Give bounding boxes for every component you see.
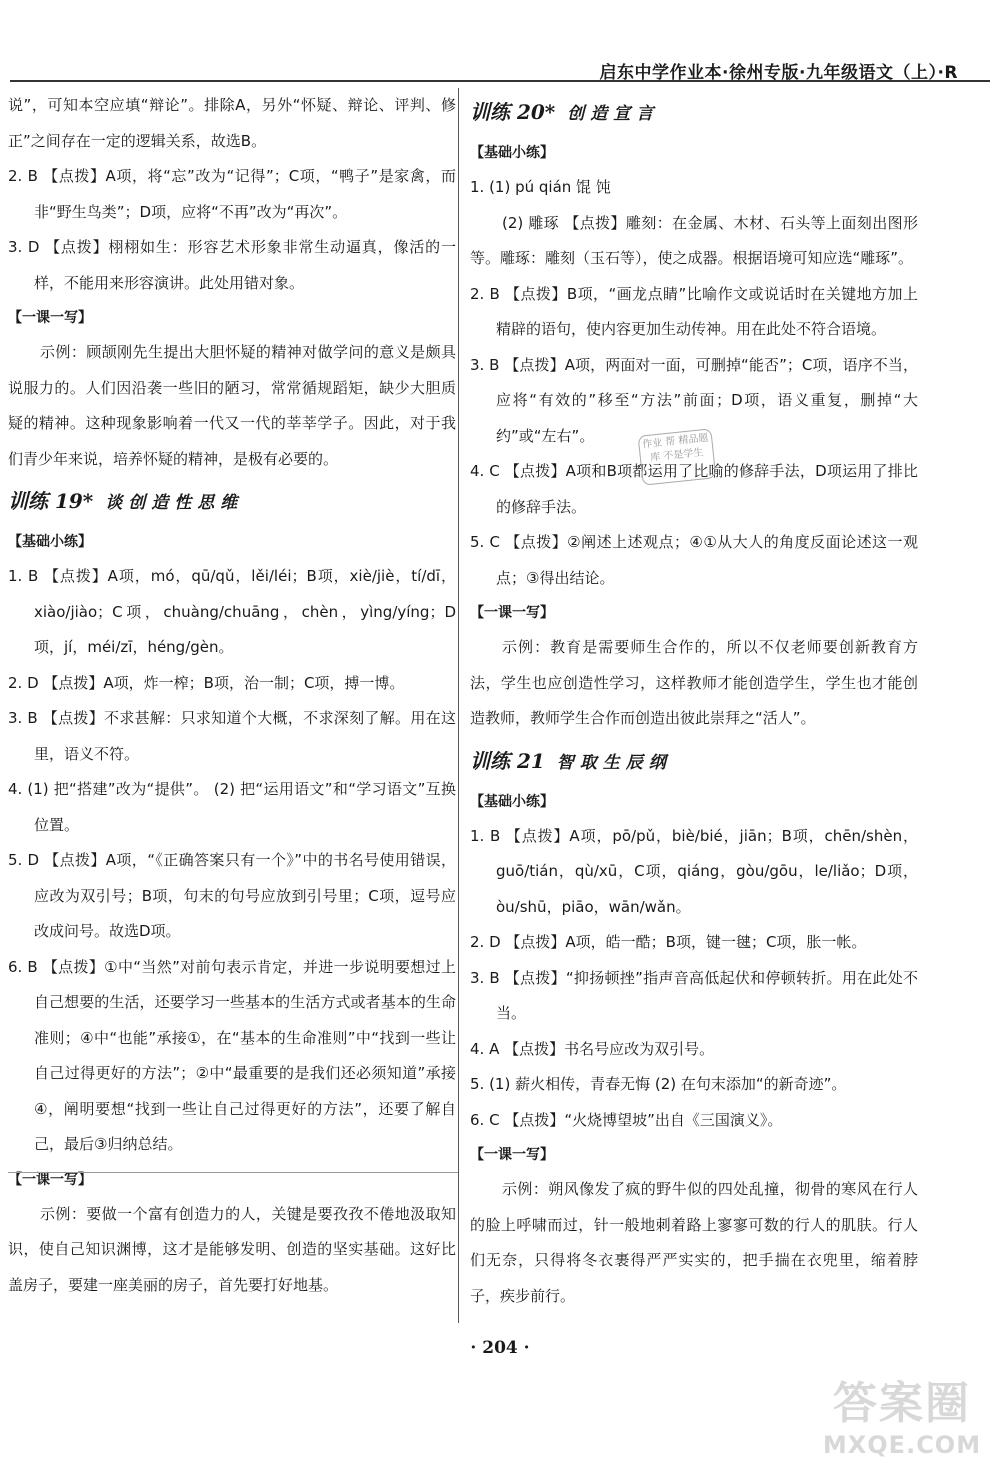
section-heading: 【基础小练】 — [470, 793, 554, 810]
answer-item: 6. B 【点拨】①中“当然”对前句表示肯定，并进一步说明要想过上自己想要的生活，还要学习一些基本的生活方式或者基本的生命准则；④中“也能”承接①，在“基本的生命准则”中“找到一些让自己过得更好的方法”；②中“最重要的是我们还必须知道”承接④，阐明要想“找到一些让自己过得更好的方法”，还要了解自己，最后③归纳总结。 — [8, 957, 456, 1153]
answer-item: 2. B 【点拨】B项，“画龙点睛”比喻作文或说话时在关键地方加上精辟的语句，使内容更加生动传神。用在此处不符合语境。 — [470, 284, 918, 338]
exercise-name: 智取生辰纲 — [556, 752, 672, 773]
exercise-title — [470, 90, 918, 136]
answer-item: 4. (1) 把“搭建”改为“提供”。 (2) 把“运用语文”和“学习语文”互换位置。 — [8, 780, 456, 834]
exercise-title — [8, 479, 456, 525]
answer-paragraph: (2) 雕琢 【点拨】雕刻：在金属、木材、石头等上面刻出图形等。雕琢：雕刻（玉石等），使之成器。根据语境可知应选“雕琢”。 — [470, 213, 918, 267]
page-header: 启东中学作业本·徐州专版·九年级语文（上）·R — [599, 63, 958, 83]
watermark-url: MXQE.COM — [822, 1431, 982, 1459]
exercise-title — [470, 739, 918, 785]
exercise-name: 谈创造性思维 — [105, 493, 244, 513]
answer-item: 3. D 【点拨】栩栩如生：形容艺术形象非常生动逼真，像活的一样，不能用来形容演讲。此处用错对象。 — [8, 238, 456, 292]
answer-item: 3. B 【点拨】不求甚解：只求知道个大概，不求深刻了解。用在这里，语义不符。 — [8, 709, 456, 763]
answer-item: 1. B 【点拨】A项，mó，qū/qǔ，lěi/léi；B项，xiè/jiè，tí/dī，xiào/jiào；C项，chuàng/chuāng，chèn，yìng/yíng；D项，jí，méi/zī，héng/gèn。 — [8, 567, 456, 656]
section-heading: 【一课一写】 — [8, 310, 92, 326]
answer-item: 4. A 【点拨】书名号应改为双引号。 — [470, 1039, 715, 1058]
answer-item: 5. C 【点拨】②阐述上述观点；④①从大人的角度反面论述这一观点；③得出结论。 — [470, 533, 918, 587]
exercise-number: 训练 21 — [470, 748, 545, 773]
answer-paragraph: 示例：顾颉刚先生提出大胆怀疑的精神对做学问的意义是颇具说服力的。人们因沿袭一些旧的陋习，常常循规蹈矩，缺少大胆质疑的精神。这种现象影响着一代又一代的莘莘学子。因此，对于我们青少年来说，培养怀疑的精神，是极有必要的。 — [8, 343, 456, 468]
answer-item: 5. D 【点拨】A项，“《正确答案只有一个》”中的书名号使用错误，应改为双引号；B项，句末的句号应放到引号里；C项，逗号应改成问号。故选D项。 — [8, 851, 456, 940]
answer-item: 4. C 【点拨】A项和B项都运用了比喻的修辞手法，D项运用了排比的修辞手法。 — [470, 462, 918, 516]
answer-item: 2. D 【点拨】A项，炸一榨；B项，治一制；C项，搏一博。 — [8, 673, 405, 692]
answer-item: 1. (1) pú qián 馄 饨 — [470, 178, 611, 196]
answer-paragraph: 说”，可知本空应填“辩论”。排除A，另外“怀疑、辩论、评判、修正”之间存在一定的逻辑关系，故选B。 — [8, 96, 456, 150]
answer-paragraph: 示例：教育是需要师生合作的，所以不仅老师要创新教育方法，学生也应创造性学习，这样教师才能创造学生，学生也才能创造教师，教师学生合作而创造出彼此崇拜之“活人”。 — [470, 638, 918, 727]
section-heading: 【一课一写】 — [8, 1171, 92, 1188]
page-number: · 204 · — [470, 1338, 530, 1358]
answer-item: 5. (1) 薪火相传，青春无悔 (2) 在句末添加“的新奇迹”。 — [470, 1075, 847, 1093]
section-heading: 【基础小练】 — [470, 145, 554, 161]
answer-paragraph: 示例：要做一个富有创造力的人，关键是要孜孜不倦地汲取知识，使自己知识渊博，这才是能够发明、创造的坚实基础。这好比盖房子，要建一座美丽的房子，首先要打好地基。 — [8, 1204, 456, 1294]
answer-item: 1. B 【点拨】A项，pō/pǔ，biè/bié，jiān；B项，chēn/shèn，guō/tián，qù/xū，C项，qiáng，gòu/gōu，le/liǎo；D项，òu/shū，piāo，wān/wǎn。 — [470, 826, 918, 916]
answer-stamp: 作业 帮 精品题库 不是学生 — [638, 428, 717, 485]
left-column — [8, 88, 456, 1328]
site-watermark — [812, 1378, 992, 1466]
exercise-number: 训练 19* — [8, 489, 94, 513]
answer-item: 6. C 【点拨】“火烧博望坡”出自《三国演义》。 — [470, 1110, 783, 1129]
answer-item: 3. B 【点拨】A项，两面对一面，可删掉“能否”；C项，语序不当，应将“有效的”移至“方法”前面；D项，语义重复，删掉“大约”或“左右”。 — [470, 355, 918, 445]
column-divider — [458, 88, 459, 1323]
header-rule — [10, 80, 990, 82]
section-heading: 【基础小练】 — [8, 534, 92, 550]
exercise-name: 创造宣言 — [567, 104, 660, 124]
right-column — [470, 88, 918, 1328]
section-heading: 【一课一写】 — [470, 605, 554, 621]
answer-item: 2. B 【点拨】A项，将“忘”改为“记得”；C项，“鸭子”是家禽，而非“野生鸟类”；D项，应将“不再”改为“再次”。 — [8, 167, 456, 221]
section-rule — [8, 1172, 458, 1173]
watermark-logo-text: 答案圈 — [833, 1378, 971, 1429]
answer-item: 2. D 【点拨】A项，皓一酷；B项，键一毽；C项，胀一帐。 — [470, 933, 867, 951]
answer-paragraph: 示例：朔风像发了疯的野牛似的四处乱撞，彻骨的寒风在行人的脸上呼啸而过，针一般地刺着路上寥寥可数的行人的肌肤。行人们无奈，只得将冬衣裹得严严实实的，把手揣在衣兜里，缩着脖子，疾步前行。 — [470, 1180, 918, 1305]
section-heading: 【一课一写】 — [470, 1147, 554, 1163]
exercise-number: 训练 20* — [470, 100, 556, 124]
answer-item: 3. B 【点拨】“抑扬顿挫”指声音高低起伏和停顿转折。用在此处不当。 — [470, 968, 918, 1022]
